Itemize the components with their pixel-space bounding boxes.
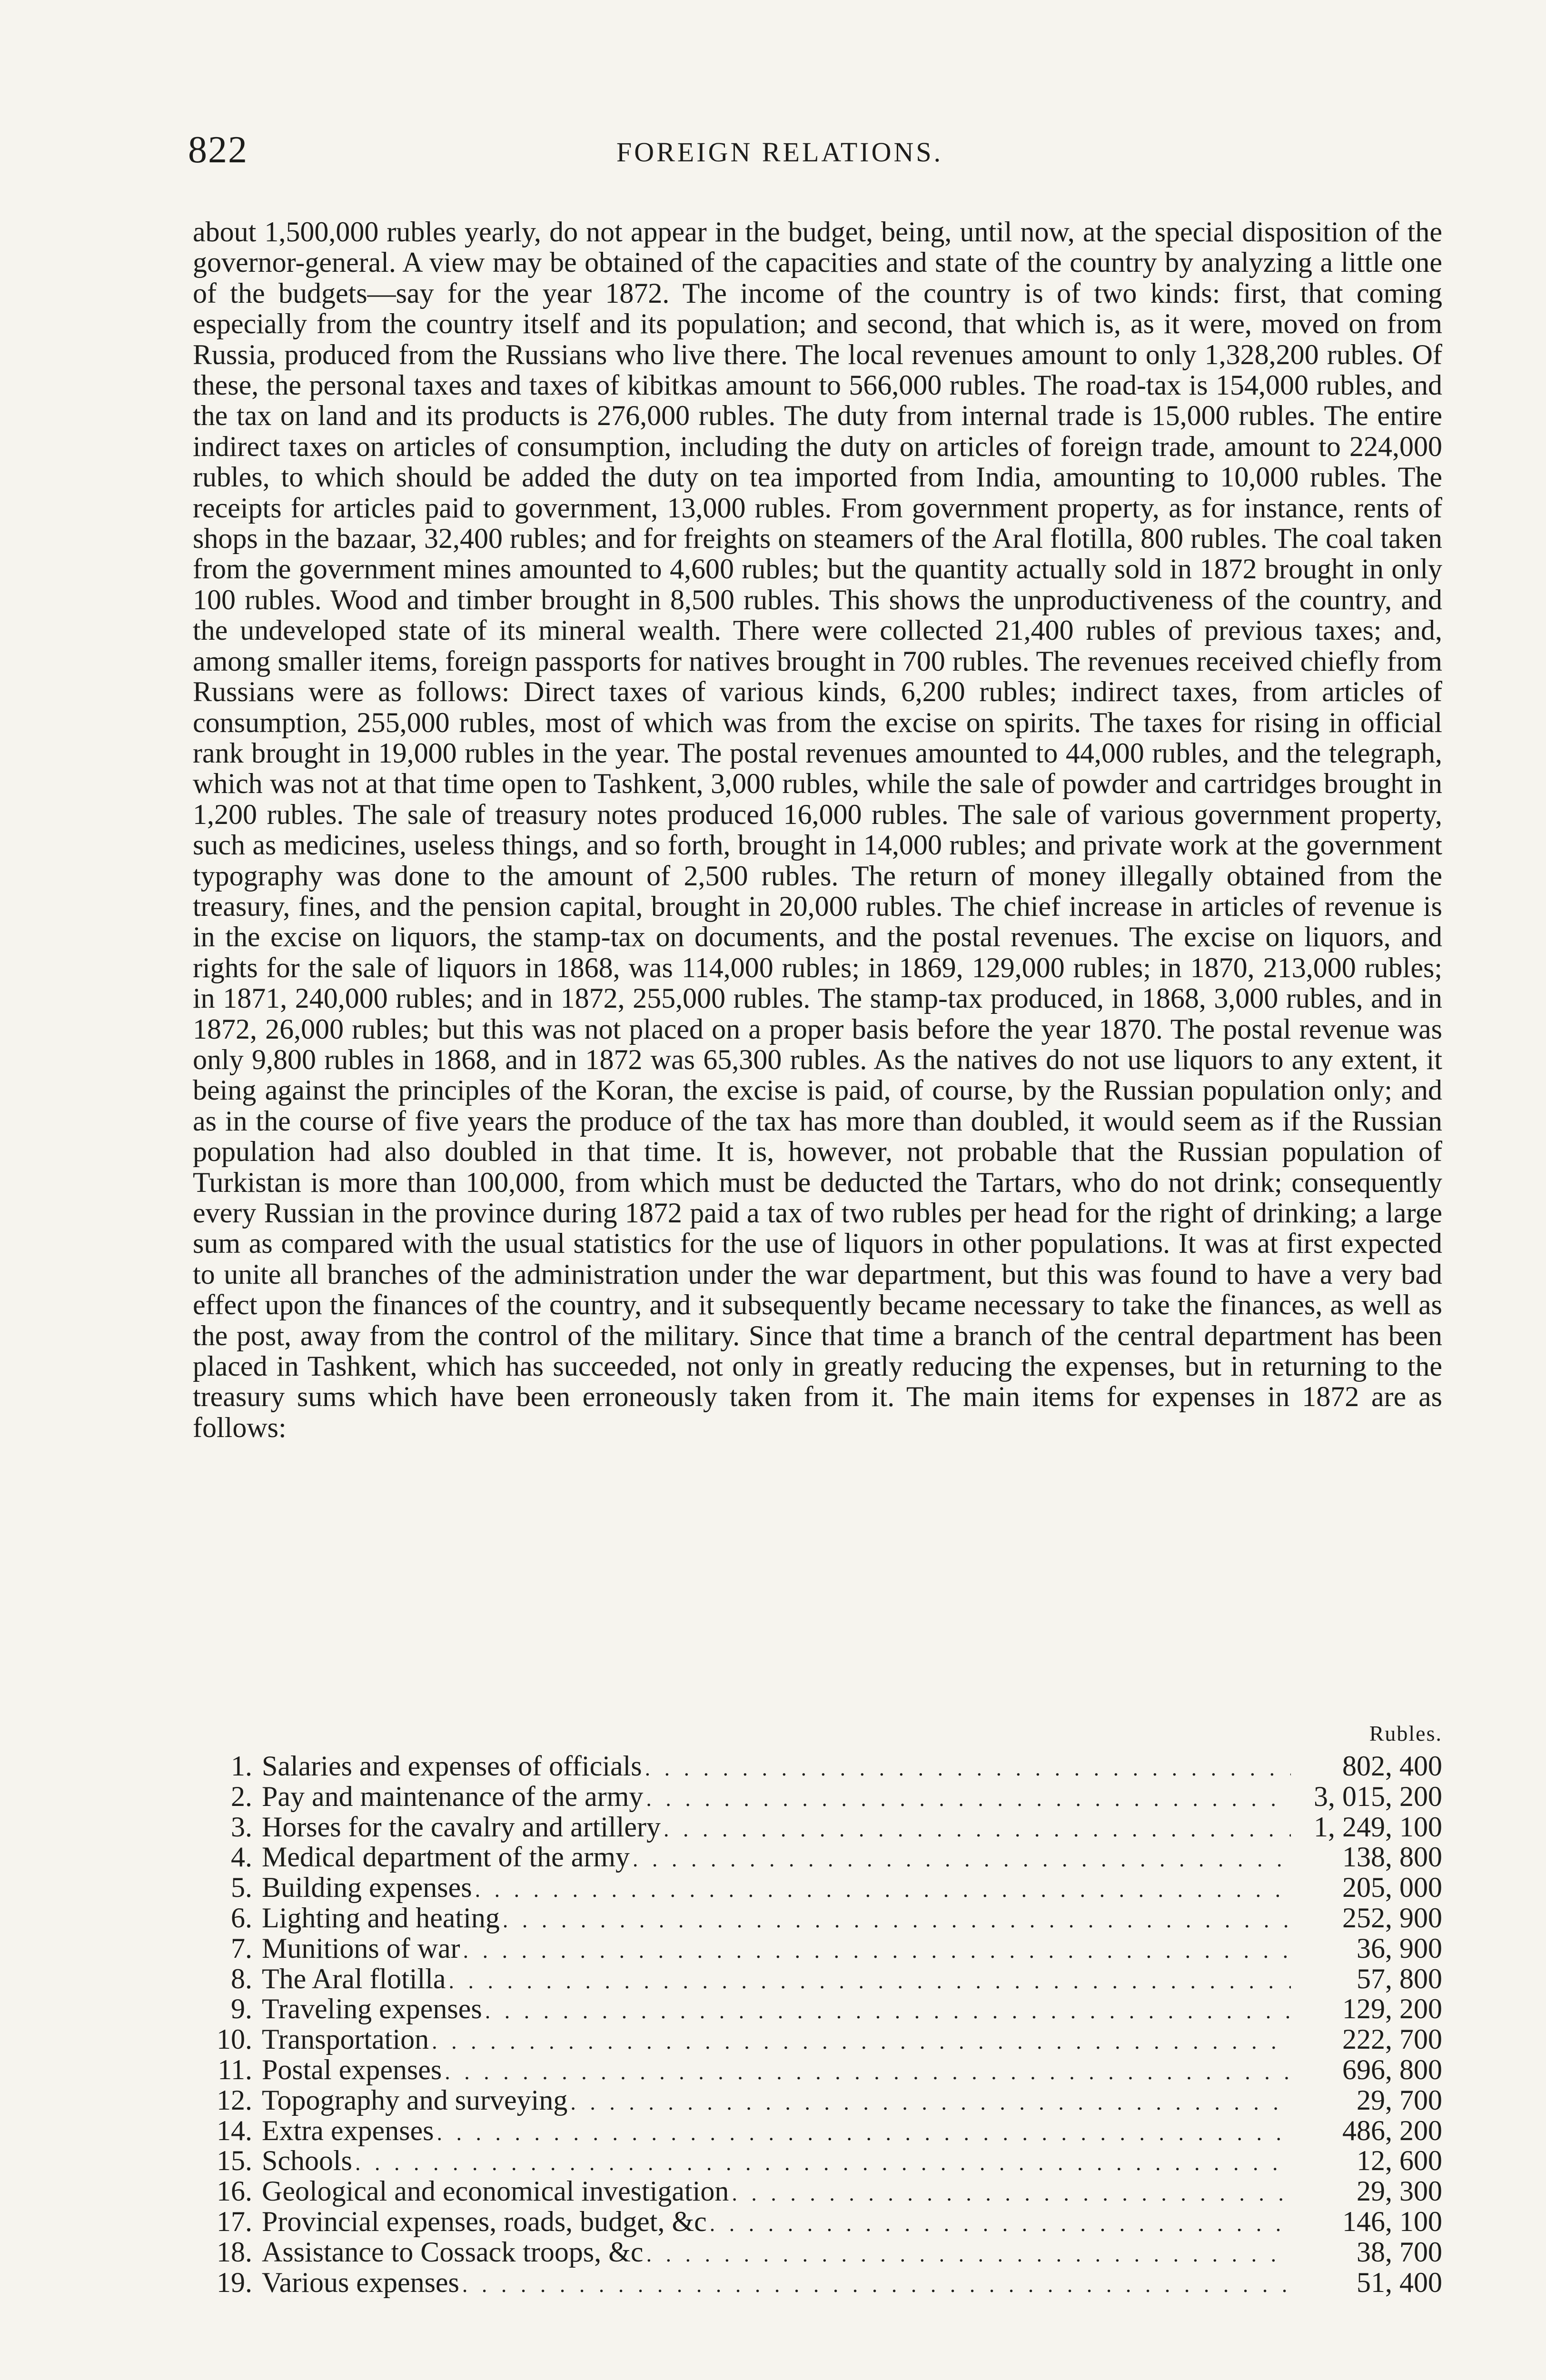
expense-amount: 1, 249, 100 — [1314, 1811, 1442, 1843]
expense-label: Provincial expenses, roads, budget, &c — [262, 2205, 707, 2237]
expense-amount: 29, 700 — [1357, 2084, 1442, 2116]
expense-label: Schools — [262, 2145, 353, 2177]
expense-label: Topography and surveying — [262, 2084, 568, 2116]
expense-amount: 205, 000 — [1342, 1872, 1442, 1904]
dot-leader — [432, 2026, 1291, 2057]
expense-row — [193, 2207, 1442, 2237]
expense-number: 7. — [231, 1932, 252, 1964]
dot-leader — [646, 1784, 1291, 1814]
expense-row — [193, 1903, 1442, 1934]
dot-leader — [570, 2087, 1291, 2118]
expense-amount: 129, 200 — [1342, 1993, 1442, 2025]
expense-amount: 38, 700 — [1357, 2236, 1442, 2268]
expense-number: 18. — [217, 2236, 252, 2268]
expense-amount: 222, 700 — [1342, 2023, 1442, 2055]
expense-row — [193, 1964, 1442, 1994]
expense-label: Transportation — [262, 2023, 429, 2055]
expense-amount: 29, 300 — [1357, 2175, 1442, 2207]
expense-number: 11. — [218, 2053, 252, 2085]
expense-row — [193, 1873, 1442, 1903]
expense-row — [193, 2116, 1442, 2146]
expense-amount: 696, 800 — [1342, 2053, 1442, 2085]
expense-number: 3. — [231, 1811, 252, 1843]
expense-number: 19. — [217, 2266, 252, 2298]
dot-leader — [485, 1996, 1291, 2026]
dot-leader — [646, 2239, 1291, 2270]
dot-leader — [449, 1966, 1291, 1996]
dot-leader — [445, 2057, 1291, 2087]
expense-row — [193, 1782, 1442, 1812]
dot-leader — [664, 1814, 1291, 1844]
expense-row — [193, 2237, 1442, 2268]
dot-leader — [503, 1905, 1291, 1935]
expense-number: 2. — [231, 1780, 252, 1812]
expense-row — [193, 1842, 1442, 1873]
expense-row — [193, 1994, 1442, 2024]
page-number: 822 — [188, 129, 248, 171]
expense-row — [193, 2176, 1442, 2207]
expense-number: 8. — [231, 1963, 252, 1994]
expense-label: The Aral flotilla — [262, 1963, 446, 1994]
expense-label: Salaries and expenses of officials — [262, 1750, 642, 1782]
expense-label: Traveling expenses — [262, 1993, 482, 2025]
dot-leader — [462, 2270, 1291, 2300]
dot-leader — [475, 1874, 1291, 1905]
expense-row — [193, 2055, 1442, 2085]
unit-header: Rubles. — [1369, 1721, 1442, 1745]
expense-number: 15. — [217, 2145, 252, 2177]
expense-amount: 36, 900 — [1357, 1932, 1442, 1964]
dot-leader — [463, 1935, 1291, 1966]
body-paragraph: about 1,500,000 rubles yearly, do not appear in the budget, being, until now, at the special disposition of the governor-general. A view may be obtained of the capacities and state of the country by analyzing a little one of the budgets—say for the year 1872. The income of the country is of two kinds: first, that coming especially from the country itself and its population; and second, that which is, as it were, moved on from Russia, produced from the Russians who live there. The local revenues amount to only 1,328,200 rubles. Of these, the personal taxes and taxes of kibitkas amount to 566,000 rubles. The road-tax is 154,000 rubles, and the tax on land and its products is 276,000 rubles. The duty from internal trade is 15,000 rubles. The entire indirect taxes on articles of consumption, including the duty on articles of foreign trade, amount to 224,000 rubles, to which should be added the duty on tea imported from India, amounting to 10,000 rubles. The receipts for articles paid to government, 13,000 rubles. From government property, as for instance, rents of shops in the bazaar, 32,400 rubles; and for freights on steamers of the Aral flotilla, 800 rubles. The coal taken from the government mines amounted to 4,600 rubles; but the quantity actually sold in 1872 brought in only 100 rubles. Wood and timber brought in 8,500 rubles. This shows the unproductiveness of the country, and the undeveloped state of its mineral wealth. There were collected 21,400 rubles of previous taxes; and, among smaller items, foreign passports for natives brought in 700 rubles. The revenues received chiefly from Russians were as follows: Direct taxes of various kinds, 6,200 rubles; indirect taxes, from articles of consumption, 255,000 rubles, most of which was from the excise on spirits. The taxes for rising in official rank brought in 19,000 rubles in the year. The postal revenues amounted to 44,000 rubles, and the telegraph, which was not at that time open to Tashkent, 3,000 rubles, while the sale of powder and cartridges brought in 1,200 rubles. The sale of treasury notes produced 16,000 rubles. The sale of various government property, such as medicines, useless things, and so forth, brought in 14,000 rubles; and private work at the government typography was done to the amount of 2,500 rubles. The return of money illegally obtained from the treasury, fines, and the pension capital, brought in 20,000 rubles. The chief increase in articles of revenue is in the excise on liquors, the stamp-tax on documents, and the postal revenues. The excise on liquors, and rights for the sale of liquors in 1868, was 114,000 rubles; in 1869, 129,000 rubles; in 1870, 213,000 rubles; in 1871, 240,000 rubles; and in 1872, 255,000 rubles. The stamp-tax produced, in 1868, 3,000 rubles, and in 1872, 26,000 rubles; but this was not placed on a proper basis before the year 1870. The postal revenue was only 9,800 rubles in 1868, and in 1872 was 65,300 rubles. As the natives do not use liquors to any extent, it being against the principles of the Koran, the excise is paid, of course, by the Russian population only; and as in the course of five years the produce of the tax has more than doubled, it would seem as if the Russian population had also doubled in that time. It is, however, not probable that the Russian population of Turkistan is more than 100,000, from which must be deducted the Tartars, who do not drink; consequently every Russian in the province during 1872 paid a tax of two rubles per head for the right of drinking; a large sum as compared with the usual statistics for the use of liquors in other populations. It was at first expected to unite all branches of the administration under the war department, but this was found to have a very bad effect upon the finances of the country, and it subsequently became necessary to take the finances, as well as the post, away from the control of the military. Since that time a branch of the central department has been placed in Tashkent, which has succeeded, not only in greatly reducing the expenses, but in returning to the treasury sums which have been erroneously taken from it. The main items for expenses in 1872 are as follows: — [193, 216, 1442, 1443]
expense-number: 10. — [217, 2023, 252, 2055]
expense-label: Pay and maintenance of the army — [262, 1780, 644, 1812]
expense-number: 9. — [231, 1993, 252, 2025]
dot-leader — [710, 2209, 1291, 2239]
expense-number: 5. — [231, 1872, 252, 1904]
expense-row — [193, 2268, 1442, 2298]
expense-amount: 51, 400 — [1357, 2266, 1442, 2298]
dot-leader — [645, 1753, 1291, 1784]
expense-label: Extra expenses — [262, 2114, 434, 2146]
expense-amount: 252, 900 — [1342, 1902, 1442, 1934]
expense-amount: 146, 100 — [1342, 2205, 1442, 2237]
expense-label: Munitions of war — [262, 1932, 460, 1964]
expense-number: 6. — [231, 1902, 252, 1934]
expense-table — [193, 1716, 1442, 2298]
running-head: FOREIGN RELATIONS. — [616, 137, 943, 168]
expense-label: Various expenses — [262, 2266, 459, 2298]
expense-label: Medical department of the army — [262, 1841, 630, 1873]
dot-leader — [437, 2118, 1291, 2148]
expense-label: Building expenses — [262, 1872, 472, 1904]
expense-row — [193, 1751, 1442, 1782]
expense-amount: 12, 600 — [1357, 2145, 1442, 2177]
expense-rows — [193, 1751, 1442, 2298]
expense-amount: 3, 015, 200 — [1314, 1780, 1442, 1812]
expense-number: 16. — [217, 2175, 252, 2207]
expense-number: 14. — [217, 2114, 252, 2146]
dot-leader — [355, 2148, 1291, 2178]
expense-number: 1. — [231, 1750, 252, 1782]
expense-row — [193, 2024, 1442, 2055]
expense-amount: 138, 800 — [1342, 1841, 1442, 1873]
expense-label: Geological and economical investigation — [262, 2175, 729, 2207]
expense-label: Assistance to Cossack troops, &c — [262, 2236, 644, 2268]
expense-row — [193, 2085, 1442, 2116]
expense-label: Lighting and heating — [262, 1902, 500, 1934]
dot-leader — [732, 2178, 1291, 2209]
expense-amount: 486, 200 — [1342, 2114, 1442, 2146]
expense-label: Postal expenses — [262, 2053, 442, 2085]
expense-row — [193, 2146, 1442, 2176]
expense-number: 17. — [217, 2205, 252, 2237]
expense-number: 12. — [217, 2084, 252, 2116]
expense-label: Horses for the cavalry and artillery — [262, 1811, 661, 1843]
expense-row — [193, 1934, 1442, 1964]
dot-leader — [633, 1844, 1291, 1874]
expense-row — [193, 1812, 1442, 1843]
expense-amount: 57, 800 — [1357, 1963, 1442, 1994]
page-header — [188, 129, 1449, 181]
expense-amount: 802, 400 — [1342, 1750, 1442, 1782]
expense-number: 4. — [231, 1841, 252, 1873]
